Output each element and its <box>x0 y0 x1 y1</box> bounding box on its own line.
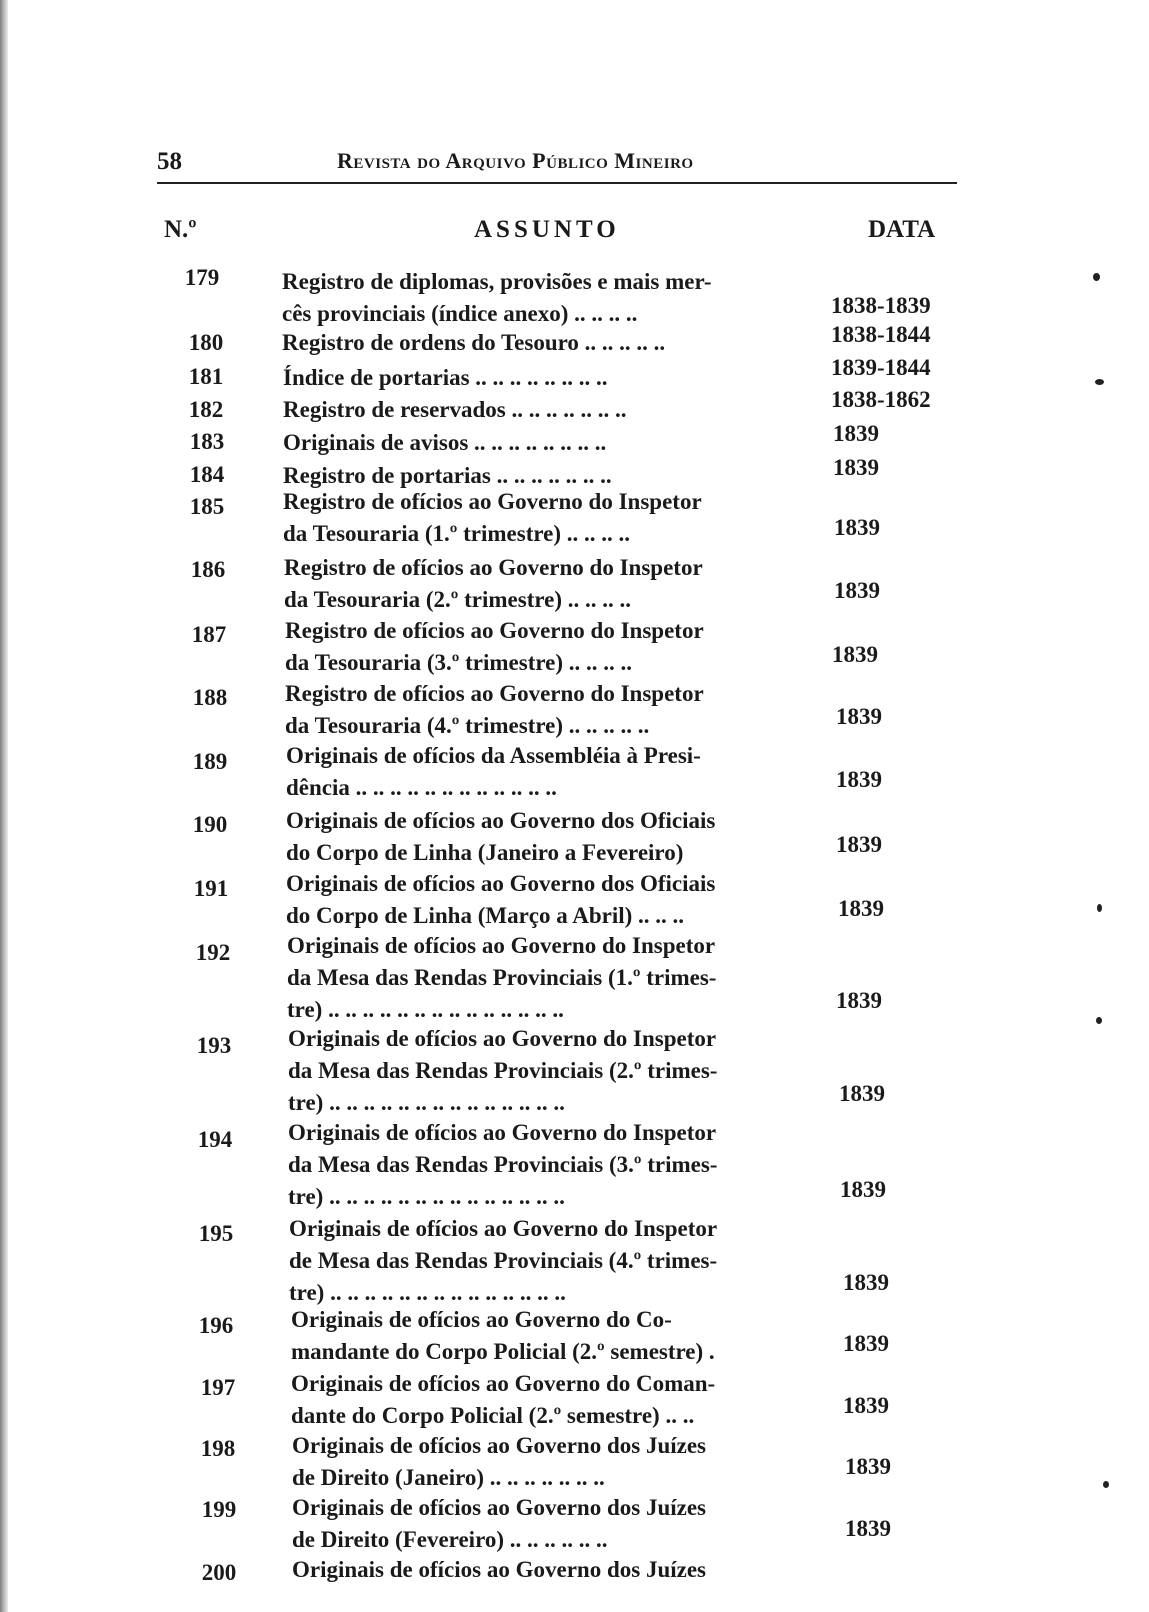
entry-number: 189 <box>192 749 228 774</box>
entry-subject-line: de Direito (Janeiro) .. .. .. .. .. .. .. <box>292 1465 605 1490</box>
entry-subject <box>283 394 626 426</box>
entry-date: 1839 <box>843 1331 889 1356</box>
entry-date: 1839 <box>843 1393 889 1418</box>
entry-date: 1839 <box>836 704 882 729</box>
entry-date: 1839 <box>834 515 880 540</box>
entry-subject-line: mandante do Corpo Policial (2.º semestre) . <box>291 1339 715 1364</box>
entry-subject <box>285 615 704 679</box>
entry-subject-line: da Tesouraria (3.º trimestre) .. .. .. .. <box>285 650 633 675</box>
entry-date: 1839 <box>840 1177 886 1202</box>
entry-subject <box>291 1368 715 1432</box>
header-rule <box>157 182 957 184</box>
entry-subject <box>285 678 704 742</box>
entry-date: 1839 <box>838 896 884 921</box>
margin-speck <box>1096 1017 1102 1024</box>
entry-date: 1839 <box>845 1516 891 1541</box>
entry-subject-line: Originais de avisos .. .. .. .. .. .. .. .. <box>283 430 607 455</box>
entry-date: 1839 <box>833 455 879 480</box>
entry-number: 186 <box>190 557 226 582</box>
entry-subject-line: Registro de ofícios ao Governo do Inspetor <box>284 555 703 580</box>
entry-subject-line: Índice de portarias .. .. .. .. .. .. .. .. <box>283 365 608 390</box>
entry-number: 197 <box>200 1375 236 1400</box>
entry-subject-line: da Mesa das Rendas Provinciais (1.º trimes- <box>287 965 717 990</box>
entry-subject-line: da Tesouraria (2.º trimestre) .. .. .. .. <box>284 587 632 612</box>
entry-subject <box>289 1213 717 1309</box>
entry-number: 184 <box>189 462 225 487</box>
entry-subject-line: tre) .. .. .. .. .. .. .. .. .. .. .. .. .. .. <box>288 1184 565 1209</box>
entry-subject-line: Registro de reservados .. .. .. .. .. .. .. <box>283 397 627 422</box>
margin-speck <box>1103 1481 1109 1488</box>
entry-subject <box>292 1430 706 1494</box>
entry-date: 1838-1862 <box>831 387 931 412</box>
entry-number: 192 <box>195 940 231 965</box>
entry-subject <box>292 1554 706 1586</box>
entry-number: 198 <box>200 1436 236 1461</box>
column-header-date: DATA <box>868 216 936 243</box>
entry-subject-line: Registro de ofícios ao Governo do Inspetor <box>283 489 702 514</box>
entry-subject-line: da Mesa das Rendas Provinciais (2.º trimes- <box>288 1058 718 1083</box>
entry-subject-line: da Tesouraria (4.º trimestre) .. .. .. .. .. <box>285 713 650 738</box>
column-header-subject: ASSUNTO <box>474 216 620 243</box>
entry-number: 191 <box>193 876 229 901</box>
entry-subject <box>287 930 716 1026</box>
entry-subject-line: Originais de ofícios ao Governo do Inspetor <box>288 1026 717 1051</box>
entry-subject-line: Originais de ofícios ao Governo dos Juízes <box>292 1433 706 1458</box>
entry-date: 1838-1839 <box>831 293 931 318</box>
entry-number: 180 <box>188 330 224 355</box>
entry-subject-line: Originais de ofícios ao Governo dos Juízes <box>292 1557 706 1582</box>
entry-date: 1839 <box>843 1270 889 1295</box>
entry-number: 196 <box>198 1313 234 1338</box>
page-number: 58 <box>157 148 182 175</box>
column-header-number: N.º <box>164 216 197 243</box>
entry-subject-line: Registro de ordens do Tesouro .. .. .. .. .. <box>282 330 666 355</box>
entry-subject-line: Originais de ofícios ao Governo do Inspetor <box>287 933 716 958</box>
entry-subject <box>288 1117 717 1213</box>
entry-number: 181 <box>188 364 224 389</box>
entry-date: 1839 <box>834 578 880 603</box>
entry-date: 1839 <box>832 642 878 667</box>
entry-subject-line: Registro de ofícios ao Governo do Inspetor <box>285 681 704 706</box>
entry-subject-line: Originais de ofícios ao Governo do Inspetor <box>288 1120 717 1145</box>
running-title: Revista do Arquivo Público Mineiro <box>337 148 694 173</box>
entry-number: 195 <box>198 1221 234 1246</box>
margin-speck <box>1095 379 1104 385</box>
entry-subject-line: Registro de portarias .. .. .. .. .. .. .. <box>283 463 612 488</box>
entry-date: 1839 <box>833 421 879 446</box>
entry-subject-line: Originais de ofícios da Assembléia à Presi- <box>286 743 701 768</box>
entry-subject-line: Registro de diplomas, provisões e mais mer- <box>282 269 712 294</box>
entry-subject-line: Registro de ofícios ao Governo do Inspetor <box>285 618 704 643</box>
entry-subject-line: do Corpo de Linha (Março a Abril) .. .. .. <box>286 903 685 928</box>
entry-subject-line: tre) .. .. .. .. .. .. .. .. .. .. .. .. .. .. <box>287 997 564 1022</box>
entry-number: 200 <box>201 1560 237 1585</box>
entry-subject-line: tre) .. .. .. .. .. .. .. .. .. .. .. .. .. .. <box>288 1090 565 1115</box>
margin-speck <box>1097 904 1102 912</box>
entry-number: 183 <box>189 429 225 454</box>
entry-number: 194 <box>197 1127 233 1152</box>
entry-date: 1838-1844 <box>831 322 931 347</box>
entry-date: 1839 <box>836 988 882 1013</box>
entry-number: 190 <box>192 812 228 837</box>
entry-number: 185 <box>189 494 225 519</box>
entry-subject-line: dência .. .. .. .. .. .. .. .. .. .. .. .. <box>286 775 557 800</box>
page-binding-edge <box>0 0 8 1612</box>
entry-subject-line: tre) .. .. .. .. .. .. .. .. .. .. .. .. .. .. <box>289 1280 566 1305</box>
entry-subject-line: da Mesa das Rendas Provinciais (3.º trimes- <box>288 1152 718 1177</box>
entry-subject <box>282 266 712 330</box>
entry-subject-line: cês provinciais (índice anexo) .. .. .. .. <box>282 301 638 326</box>
entry-date: 1839 <box>836 767 882 792</box>
entry-subject <box>286 740 701 804</box>
entry-date: 1839 <box>845 1454 891 1479</box>
entry-subject-line: dante do Corpo Policial (2.º semestre) .. .. <box>291 1403 695 1428</box>
entry-subject <box>292 1492 706 1556</box>
entry-subject <box>284 552 703 616</box>
entry-date: 1839-1844 <box>831 355 931 380</box>
entry-subject-line: Originais de ofícios ao Governo do Co- <box>291 1307 672 1332</box>
entry-subject-line: Originais de ofícios ao Governo do Inspetor <box>289 1216 718 1241</box>
entry-number: 199 <box>201 1497 237 1522</box>
entry-subject-line: de Direito (Fevereiro) .. .. .. .. .. .. <box>292 1527 608 1552</box>
entry-subject <box>286 868 715 932</box>
entry-subject-line: de Mesa das Rendas Provinciais (4.º trimes- <box>289 1248 718 1273</box>
entry-subject-line: Originais de ofícios ao Governo dos Oficiais <box>286 871 716 896</box>
entry-subject <box>282 327 665 359</box>
entry-subject <box>283 486 702 550</box>
entry-subject-line: da Tesouraria (1.º trimestre) .. .. .. .. <box>283 521 631 546</box>
entry-number: 182 <box>188 397 224 422</box>
entry-number: 179 <box>184 265 220 290</box>
entry-subject-line: Originais de ofícios ao Governo do Coman- <box>291 1371 716 1396</box>
entry-subject <box>283 427 606 459</box>
entry-subject-line: Originais de ofícios ao Governo dos Oficiais <box>286 808 716 833</box>
entry-number: 187 <box>191 622 227 647</box>
entry-date: 1839 <box>836 832 882 857</box>
entry-number: 188 <box>192 685 228 710</box>
entry-date: 1839 <box>839 1081 885 1106</box>
entry-subject <box>286 805 715 869</box>
margin-speck <box>1093 273 1100 281</box>
entry-subject-line: Originais de ofícios ao Governo dos Juízes <box>292 1495 706 1520</box>
entry-subject <box>283 362 608 394</box>
entry-number: 193 <box>196 1033 232 1058</box>
entry-subject <box>288 1023 717 1119</box>
entry-subject-line: do Corpo de Linha (Janeiro a Fevereiro) <box>286 840 684 865</box>
entry-subject <box>291 1304 715 1368</box>
